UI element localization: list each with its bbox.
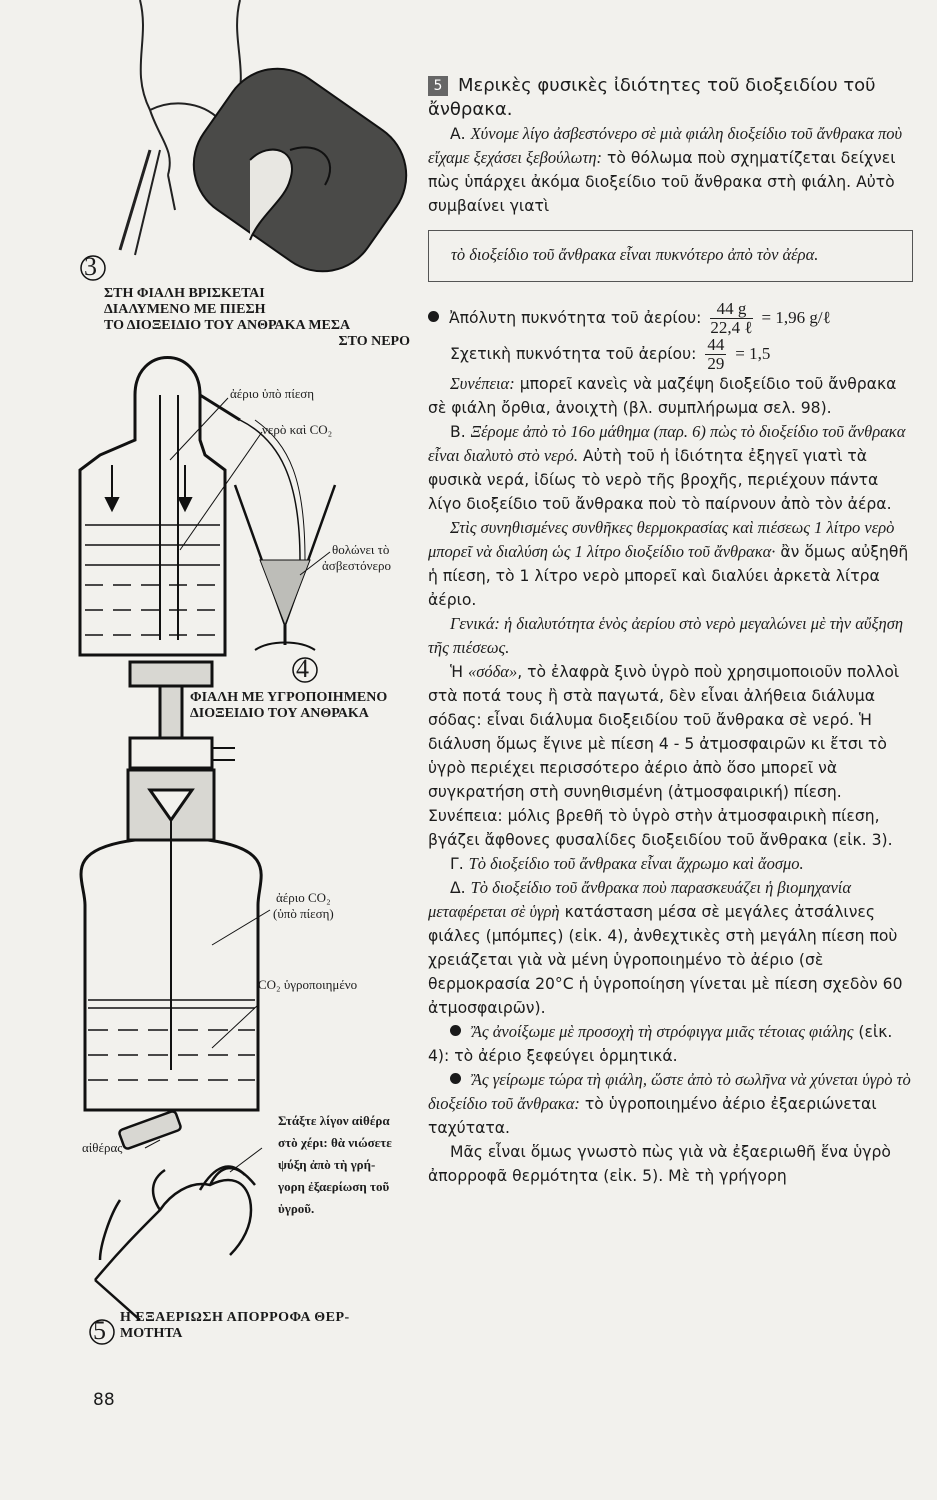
soda-word: «σόδα» — [468, 662, 518, 681]
para-italic: Συνέπεια: — [450, 374, 515, 393]
para-italic: Ἂς ἀνοίξωμε μὲ προσοχὴ τὴ στρόφιγγα μιᾶς τέτοιας φιάλης — [471, 1022, 854, 1041]
absolute-density-row — [428, 300, 913, 336]
label-gas-under-pressure: ἀέριο ὑπὸ πίεση — [230, 386, 315, 401]
para-text: Αὐτὴ τοῦ ἡ ἰδιότητα ἐξηγεῖ γιατὶ τὰ φυσικὰ νερά, ἰδίως τὸ νερὸ τῆς βροχῆς, περιέχουν πάντα λίγο διοξείδιο τοῦ ἄνθρακα ποὺ τὸ παίρνουν ἀπὸ τὸν ἀέρα. — [428, 447, 892, 513]
para-italic: Ξέρομε ἀπὸ τὸ 16ο μάθημα (παρ. 6) πὼς τὸ διοξείδιο τοῦ ἄνθρακα εἶναι διαλυτὸ στὸ νερό. — [428, 422, 906, 465]
para-label: Γ. — [450, 855, 464, 873]
paragraph-d — [428, 876, 913, 1020]
relative-density-fraction — [705, 336, 726, 373]
relative-density-result: = 1,5 — [735, 344, 771, 363]
figure-5-number: 5 — [93, 1316, 106, 1345]
water-level-lines — [85, 525, 220, 635]
para-italic: Ἂς γείρωμε τώρα τὴ φιάλη, ὥστε ἀπὸ τὸ σωλῆνα νὰ χύνεται ὑγρὸ τὸ διοξείδιο τοῦ ἄνθρακα: — [428, 1070, 911, 1113]
ether-instruction-note — [278, 1110, 392, 1220]
label-limewater-1: θολώνει τὸ — [332, 542, 390, 557]
para-italic: Γενικά: ἡ διαλυτότητα ἑνὸς ἀερίου στὸ νερὸ μεγαλώνει μὲ τὴν αὔξηση τῆς πιέσεως. — [428, 614, 904, 657]
bullet-icon — [450, 1025, 461, 1036]
caption-line: ΣΤΗ ΦΙΑΛΗ ΒΡΙΣΚΕΤΑΙ — [104, 286, 265, 301]
bullet-icon — [428, 311, 439, 322]
general-rule-paragraph — [428, 612, 913, 660]
soda-paragraph — [428, 660, 913, 852]
para-text: κατάσταση μέσα σὲ μεγάλες ἀτσάλινες φιάλες (μπόμπες) (εἰκ. 4), ἀνθεχτικὲς στὴ μεγάλη πίεση ποὺ χρειάζεται γιὰ νὰ μένη ὑγροποιημένο τὸ ἀέριο (σὲ θερμοκρασία 20°C ἡ ὑγροποίηση γίνεται μὲ πίεση σχεδὸν 60 ἀτμοσφαιρῶν). — [428, 903, 903, 1017]
para-italic: Χύνομε λίγο ἀσβεστόνερο σὲ μιὰ φιάλη διοξείδιο τοῦ ἄνθρακα ποὺ εἴχαμε ξεχάσει ξεβούλωτη: — [428, 124, 903, 167]
main-text-column — [428, 74, 913, 1188]
fraction-numerator: 44 g — [710, 300, 752, 319]
label-co2-gas: ἀέριο CO₂ — [276, 890, 331, 905]
caption-line: ΔΙΟΞΕΙΔΙΟ ΤΟΥ ΑΝΘΡΑΚΑ — [190, 706, 369, 721]
section-title: Μερικὲς φυσικὲς ἰδιότητες τοῦ διοξειδίου τοῦ ἄνθρακα. — [428, 75, 876, 120]
para-text: ἂν ὅμως αὐξηθῆ ἡ πίεση, τὸ 1 λίτρο νερὸ μπορεῖ καὶ διαλύει ἀρκετὰ λίτρα ἀέριο. — [428, 543, 909, 609]
para-text: τὸ ὑγροποιημένο ἀέριο ἐξαεριώνεται ταχύτατα. — [428, 1095, 877, 1137]
paragraph-a — [428, 122, 913, 218]
absolute-density-label: Ἀπόλυτη πυκνότητα τοῦ ἀερίου: — [449, 309, 702, 327]
absolute-density-result: = 1,96 g/ℓ — [761, 308, 831, 327]
caption-line: Η ΕΞΑΕΡΙΩΣΗ ΑΠΟΡΡΟΦΑ ΘΕΡ- — [120, 1310, 350, 1325]
para-italic: Στὶς συνηθισμένες συνθῆκες θερμοκρασίας καὶ πιέσεως 1 λίτρο νερὸ μπορεῖ νὰ διαλύση ὡς 1 λίτρο διοξείδιο τοῦ ἄνθρακα· — [428, 518, 895, 561]
label-water-and-co2: νερὸ καὶ CO₂ — [262, 422, 333, 437]
note-line: ψύξη ἀπὸ τὴ γρή- — [278, 1157, 376, 1172]
note-line: Στάξτε λίγον αἰθέρα — [278, 1113, 390, 1128]
paragraph-g — [428, 852, 913, 876]
figure-3-caption — [104, 286, 410, 350]
caption-line: ΤΟ ΔΙΟΞΕΙΔΙΟ ΤΟΥ ΑΝΘΡΑΚΑ ΜΕΣΑ — [104, 318, 351, 333]
para-text: τὸ θόλωμα ποὺ σχηματίζεται δείχνει πὼς ὑπάρχει ἀκόμα διοξείδιο τοῦ ἄνθρακα στὴ φιάλη. Αὐτὸ συμβαίνει γιατὶ — [428, 149, 896, 215]
caption-line: ΜΟΤΗΤΑ — [120, 1326, 183, 1341]
para-text: , τὸ ἐλαφρὰ ξινὸ ὑγρὸ ποὺ χρησιμοποιοῦν πολλοὶ στὰ ποτά τους ἢ στὰ παγωτά, δὲν εἶναι ἀλήθεια διάλυμα σόδας: εἶναι διάλυμα διοξειδίου τοῦ ἄνθρακα σὲ νερό. Ἡ διάλυση ὅμως ἔγινε μὲ πίεση 4 - 5 ἀτμοσφαιρῶν κι ἔτσι τὸ ὑγρὸ περιέχει περισσότερο ἀέριο ἀπὸ ὅσο μπορεῖ νὰ συγκρατήση στὴ συνηθισμένη (ἀτμοσφαιρική) πίεση. Συνέπεια: μόλις βρεθῆ τὸ ὑγρὸ στὴν ἀτμοσφαιρικὴ πίεση, βγάζει ἄφθονες φυσαλίδες διοξειδίου τοῦ ἄνθρακα (εἰκ. 3). — [428, 663, 900, 849]
absolute-density-fraction — [710, 300, 752, 337]
para-label: Β. — [450, 423, 466, 441]
page-number: 88 — [93, 1390, 115, 1410]
label-limewater-2: ἀσβεστόνερο — [322, 558, 391, 573]
consequence-paragraph — [428, 372, 913, 420]
section-heading — [428, 74, 913, 122]
caption-line: ΣΤΟ ΝΕΡΟ — [338, 334, 410, 349]
para-label: Δ. — [450, 879, 466, 897]
caption-line: ΔΙΑΛΥΜΕΝΟ ΜΕ ΠΙΕΣΗ — [104, 302, 266, 317]
figure-5-caption — [120, 1310, 420, 1342]
caption-line: ΦΙΑΛΗ ΜΕ ΥΓΡΟΠΟΙΗΜΕΝΟ — [190, 690, 388, 705]
label-under-pressure: (ὑπὸ πίεση) — [273, 906, 334, 921]
note-line: ὑγροῦ. — [278, 1201, 315, 1216]
para-italic: Τὸ διοξείδιο τοῦ ἄνθρακα εἶναι ἄχρωμο καὶ ἄοσμο. — [468, 854, 804, 873]
figure-illustrations — [0, 0, 430, 1500]
para-label: Α. — [450, 125, 466, 143]
relative-density-row — [428, 336, 913, 372]
highlight-box: τὸ διοξείδιο τοῦ ἄνθρακα εἶναι πυκνότερο ἀπὸ τὸν ἀέρα. — [428, 230, 913, 282]
figure-4-caption — [190, 690, 387, 722]
final-paragraph — [428, 1140, 913, 1188]
fraction-denominator: 29 — [707, 354, 725, 373]
gas-stream — [240, 420, 300, 560]
para-italic: Τὸ διοξείδιο τοῦ ἄνθρακα ποὺ παρασκευάζει ἡ βιομηχανία μεταφέρεται σὲ ὑγρὴ — [428, 878, 852, 921]
label-ether: αἰθέρας — [82, 1140, 123, 1155]
soda-siphon-bottle-drawing — [172, 47, 428, 293]
fraction-numerator: 44 — [707, 335, 725, 354]
para-text: Ἡ — [450, 663, 464, 681]
para-text: μπορεῖ κανεὶς νὰ μαζέψη διοξείδιο τοῦ ἄνθρακα σὲ φιάλη ὄρθια, ἀνοιχτὴ (βλ. συμπλήρωμα σελ. 98). — [428, 375, 897, 417]
bullet-icon — [450, 1073, 461, 1084]
figure-3-number: 3 — [84, 252, 97, 281]
paragraph-b — [428, 420, 913, 516]
label-liquefied-co2: CO₂ ὑγροποιημένο — [258, 977, 358, 992]
para-text: Μᾶς εἶναι ὅμως γνωστὸ πὼς γιὰ νὰ ἐξαεριωθῆ ἕνα ὑγρὸ ἀπορροφᾶ θερμότητα (εἰκ. 5). Μὲ τὴ γρήγορη — [428, 1143, 891, 1185]
section-number-badge: 5 — [428, 76, 448, 96]
limewater-glass-drawing — [235, 485, 335, 650]
bullet-paragraph-1 — [428, 1020, 913, 1068]
para-text: (εἰκ. 4): τὸ ἀέριο ξεφεύγει ὁρμητικά. — [428, 1023, 893, 1065]
fraction-denominator: 22,4 ℓ — [710, 318, 753, 337]
gas-stream-2 — [255, 420, 305, 560]
bullet-paragraph-2 — [428, 1068, 913, 1140]
siphon-cross-section-drawing — [80, 358, 240, 656]
note-line: γορη ἐξαερίωση τοῦ — [278, 1179, 390, 1194]
note-line: στὸ χέρι: θὰ νιώσετε — [278, 1135, 392, 1150]
gas-cylinder-drawing — [81, 662, 261, 1110]
relative-density-label: Σχετικὴ πυκνότητα τοῦ ἀερίου: — [450, 345, 697, 363]
figure-4-number: 4 — [296, 654, 309, 683]
conditions-paragraph — [428, 516, 913, 612]
fig5-pointer-lines — [145, 1140, 262, 1172]
